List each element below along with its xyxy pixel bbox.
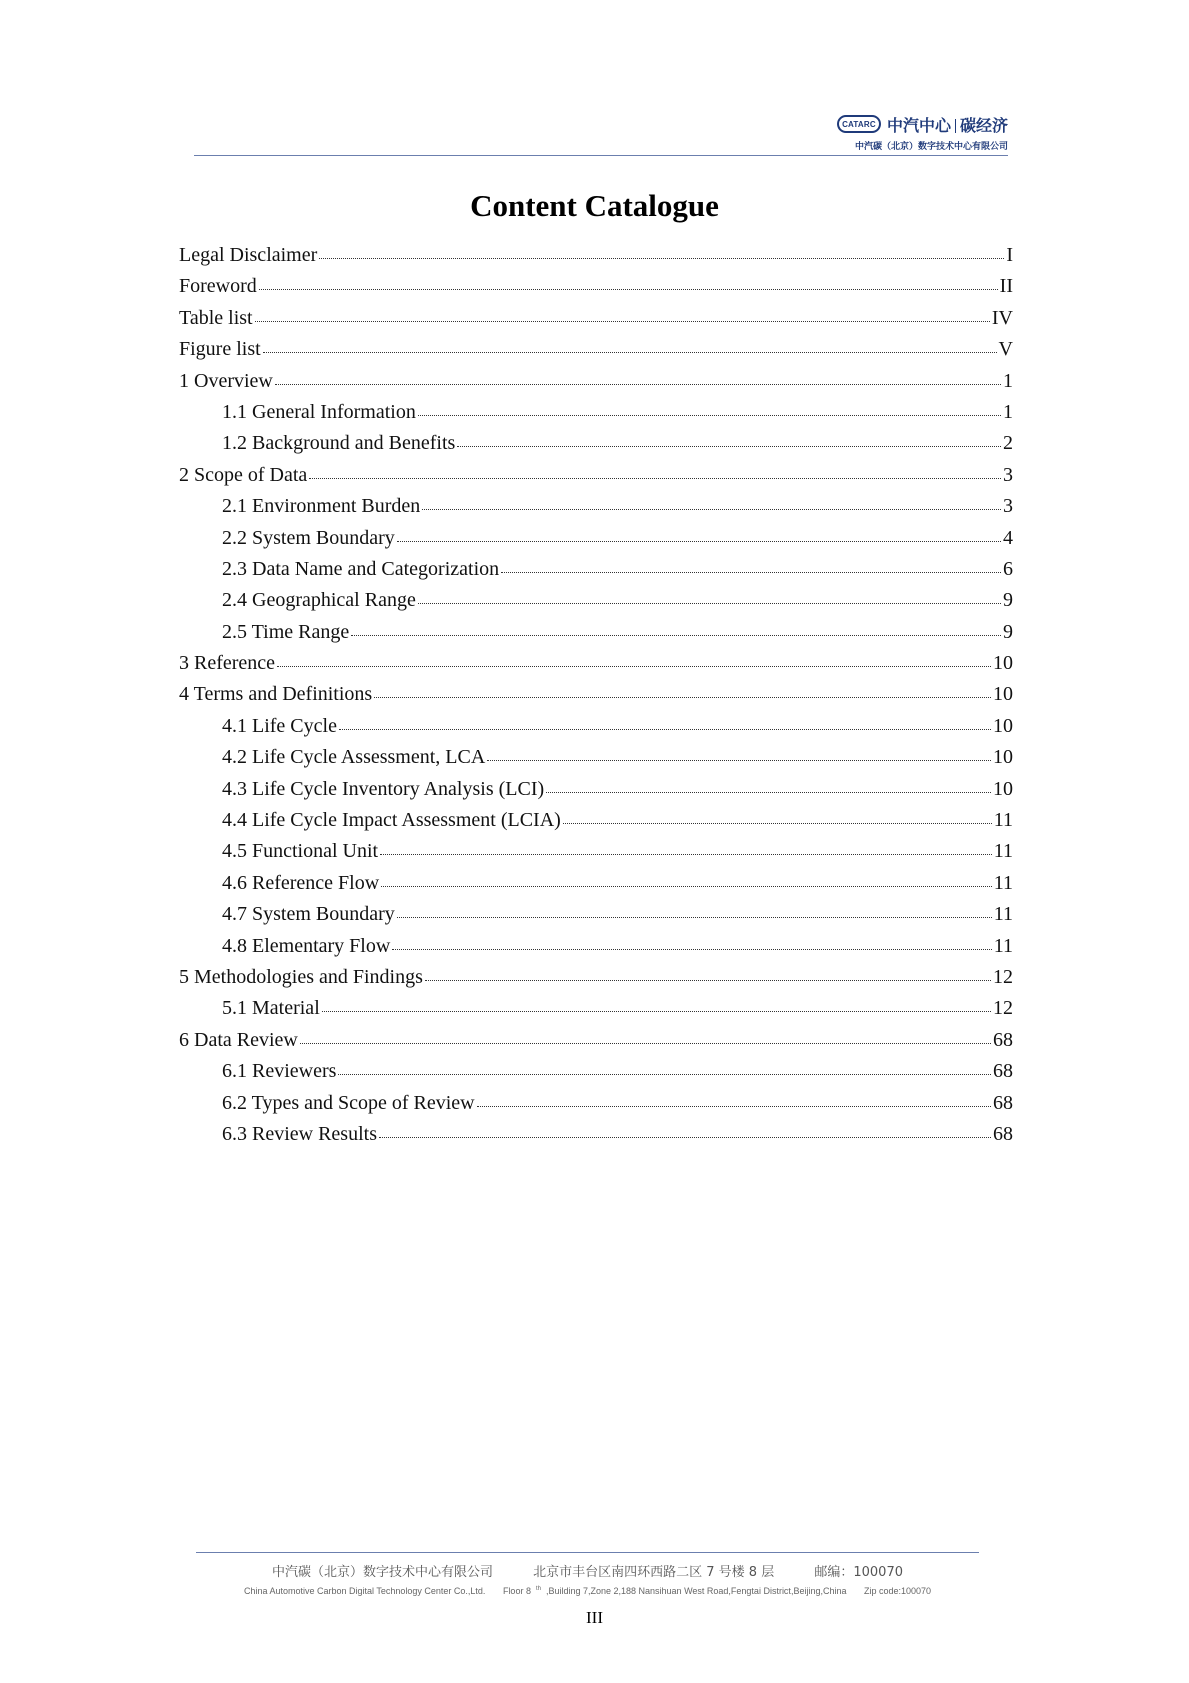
toc-entry-label: 5.1 Material — [222, 997, 320, 1020]
toc-entry[interactable] — [179, 1056, 1013, 1087]
toc-entry-label: 3 Reference — [179, 652, 276, 675]
toc-entry[interactable] — [179, 366, 1013, 397]
toc-entry-label: 2.5 Time Range — [222, 620, 350, 643]
toc-entry-page: 1 — [1003, 400, 1013, 423]
page-number: III — [586, 1608, 603, 1627]
toc-entry-page: 68 — [993, 1091, 1013, 1114]
toc-dot-leader — [418, 398, 1001, 418]
toc-dot-leader — [425, 963, 991, 983]
toc-dot-leader — [338, 1057, 991, 1077]
toc-entry-label: 5 Methodologies and Findings — [179, 965, 423, 988]
toc-entry-label: 2.1 Environment Burden — [222, 495, 421, 518]
toc-entry[interactable] — [179, 240, 1013, 271]
toc-entry-page: 3 — [1003, 463, 1013, 486]
toc-entry-page: 68 — [993, 1122, 1013, 1145]
toc-entry[interactable] — [179, 836, 1013, 867]
page-footer — [196, 1552, 979, 1596]
toc-entry[interactable] — [179, 303, 1013, 334]
toc-entry-page: 4 — [1003, 526, 1013, 549]
toc-entry-page: II — [999, 275, 1013, 298]
toc-dot-leader — [322, 994, 991, 1014]
toc-entry-label: 4.3 Life Cycle Inventory Analysis (LCI) — [222, 777, 545, 800]
toc-dot-leader — [546, 775, 991, 795]
toc-entry[interactable] — [179, 334, 1013, 365]
company-logo — [828, 112, 1008, 152]
toc-entry[interactable] — [179, 962, 1013, 993]
toc-entry-page: IV — [991, 306, 1013, 329]
toc-entry-label: 6 Data Review — [179, 1028, 298, 1051]
toc-entry-page: 12 — [993, 997, 1013, 1020]
toc-entry-page: I — [1006, 244, 1013, 266]
toc-dot-leader — [379, 1120, 991, 1140]
toc-dot-leader — [275, 367, 1001, 387]
toc-entry-label: 1.2 Background and Benefits — [222, 432, 456, 455]
toc-dot-leader — [309, 461, 1001, 481]
table-of-contents — [179, 240, 1013, 1150]
toc-entry-page: V — [998, 338, 1013, 361]
logo-name-right: 碳经济 — [959, 115, 1008, 135]
toc-entry-page: 9 — [1003, 589, 1013, 612]
toc-entry[interactable] — [179, 491, 1013, 522]
toc-dot-leader — [339, 712, 991, 732]
logo-name-left: 中汽中心 — [886, 115, 951, 135]
toc-entry-label: Foreword — [179, 275, 257, 298]
toc-entry[interactable] — [179, 460, 1013, 491]
toc-entry[interactable] — [179, 271, 1013, 302]
toc-entry-page: 10 — [993, 746, 1013, 769]
toc-entry-page: 11 — [993, 934, 1013, 957]
toc-entry-page: 10 — [993, 777, 1013, 800]
toc-entry-page: 1 — [1003, 369, 1013, 392]
footer-en-address — [498, 1586, 852, 1596]
toc-entry[interactable] — [179, 648, 1013, 679]
toc-entry[interactable] — [179, 899, 1013, 930]
toc-entry-label: Legal Disclaimer — [179, 244, 318, 266]
toc-entry-label: 1 Overview — [179, 369, 273, 392]
toc-dot-leader — [255, 304, 990, 324]
logo-separator — [955, 119, 956, 133]
toc-entry-label: 2 Scope of Data — [179, 463, 308, 486]
footer-cn-company: 中汽碳（北京）数字技术中心有限公司 — [271, 1565, 493, 1580]
toc-entry[interactable] — [179, 617, 1013, 648]
toc-entry-label: 4.6 Reference Flow — [222, 871, 380, 894]
toc-dot-leader — [380, 837, 992, 857]
toc-entry[interactable] — [179, 868, 1013, 899]
toc-entry-label: 6.2 Types and Scope of Review — [222, 1091, 475, 1114]
toc-dot-leader — [300, 1026, 991, 1046]
toc-dot-leader — [351, 618, 1001, 638]
toc-entry-page: 6 — [1003, 557, 1013, 580]
toc-dot-leader — [392, 932, 991, 952]
toc-entry-label: 2.3 Data Name and Categorization — [222, 557, 500, 580]
toc-dot-leader — [418, 586, 1001, 606]
footer-english-line — [196, 1586, 979, 1596]
toc-entry-label: 6.3 Review Results — [222, 1122, 377, 1145]
footer-en-address-rest: ,Building 7,Zone 2,188 Nansihuan West Road,Fengtai District,Beijing,China — [545, 1586, 847, 1596]
toc-entry[interactable] — [179, 1088, 1013, 1119]
toc-entry-page: 10 — [993, 714, 1013, 737]
toc-entry[interactable] — [179, 1025, 1013, 1056]
toc-entry-page: 3 — [1003, 495, 1013, 518]
toc-entry-page: 11 — [993, 871, 1013, 894]
toc-entry-label: Table list — [179, 306, 253, 329]
toc-entry-page: 12 — [993, 965, 1013, 988]
page-title: Content Catalogue — [470, 188, 719, 223]
toc-entry[interactable] — [179, 805, 1013, 836]
catarc-logo-icon: CATARC — [837, 115, 881, 133]
footer-en-floor: Floor 8 — [502, 1586, 531, 1596]
footer-en-zip: Zip code:100070 — [864, 1586, 932, 1596]
toc-entry[interactable] — [179, 774, 1013, 805]
toc-dot-leader — [319, 241, 1004, 261]
toc-dot-leader — [397, 524, 1001, 544]
toc-entry-page: 11 — [993, 840, 1013, 863]
toc-entry[interactable] — [179, 554, 1013, 585]
toc-entry-label: 4 Terms and Definitions — [179, 683, 373, 706]
toc-entry-label: 4.8 Elementary Flow — [222, 934, 391, 957]
toc-dot-leader — [422, 492, 1001, 512]
toc-dot-leader — [457, 429, 1001, 449]
toc-dot-leader — [381, 869, 992, 889]
footer-divider — [196, 1552, 979, 1553]
toc-entry[interactable] — [179, 523, 1013, 554]
toc-dot-leader — [397, 900, 992, 920]
toc-entry-page: 10 — [993, 652, 1013, 675]
toc-dot-leader — [487, 743, 991, 763]
toc-dot-leader — [477, 1089, 991, 1109]
footer-chinese-line — [196, 1561, 979, 1580]
toc-entry-label: 4.7 System Boundary — [222, 903, 395, 926]
toc-entry-label: 4.2 Life Cycle Assessment, LCA — [222, 746, 486, 769]
toc-entry-label: 2.2 System Boundary — [222, 526, 395, 549]
toc-entry[interactable] — [179, 585, 1013, 616]
toc-entry[interactable] — [179, 931, 1013, 962]
toc-entry-page: 9 — [1003, 620, 1013, 643]
footer-cn-address: 北京市丰台区南四环西路二区 7 号楼 8 层 — [533, 1565, 775, 1580]
toc-entry-label: 1.1 General Information — [222, 400, 416, 423]
toc-entry-page: 11 — [993, 903, 1013, 926]
toc-entry[interactable] — [179, 742, 1013, 773]
toc-entry[interactable] — [179, 397, 1013, 428]
toc-dot-leader — [374, 680, 991, 700]
toc-entry-label: 4.5 Functional Unit — [222, 840, 379, 863]
toc-dot-leader — [563, 806, 992, 826]
toc-entry[interactable] — [179, 711, 1013, 742]
toc-entry-label: 4.4 Life Cycle Impact Assessment (LCIA) — [222, 809, 561, 832]
toc-entry-label: Figure list — [179, 338, 261, 361]
logo-subtitle: 中汽碳（北京）数字技术中心有限公司 — [854, 142, 1008, 152]
toc-entry-page: 68 — [993, 1060, 1013, 1083]
toc-entry-page: 2 — [1003, 432, 1013, 455]
toc-entry-page: 10 — [993, 683, 1013, 706]
toc-entry[interactable] — [179, 428, 1013, 459]
toc-entry-label: 6.1 Reviewers — [222, 1060, 337, 1083]
toc-dot-leader — [263, 335, 997, 355]
footer-en-floor-sup: th — [535, 1586, 541, 1592]
toc-entry-label: 2.4 Geographical Range — [222, 589, 416, 612]
toc-dot-leader — [277, 649, 991, 669]
page-header — [194, 110, 1008, 156]
toc-entry[interactable] — [179, 993, 1013, 1024]
toc-entry-page: 11 — [993, 809, 1013, 832]
toc-entry[interactable] — [179, 679, 1013, 710]
toc-dot-leader — [259, 272, 998, 292]
header-divider — [194, 155, 1008, 156]
logo-top-row — [828, 112, 1008, 136]
logo-name — [887, 113, 1008, 136]
footer-en-company: China Automotive Carbon Digital Technology Center Co.,Ltd. — [243, 1586, 486, 1596]
toc-dot-leader — [501, 555, 1001, 575]
toc-entry-page: 68 — [993, 1028, 1013, 1051]
toc-entry-label: 4.1 Life Cycle — [222, 714, 337, 737]
toc-entry[interactable] — [179, 1119, 1013, 1150]
footer-cn-zip: 邮编：100070 — [814, 1565, 903, 1580]
